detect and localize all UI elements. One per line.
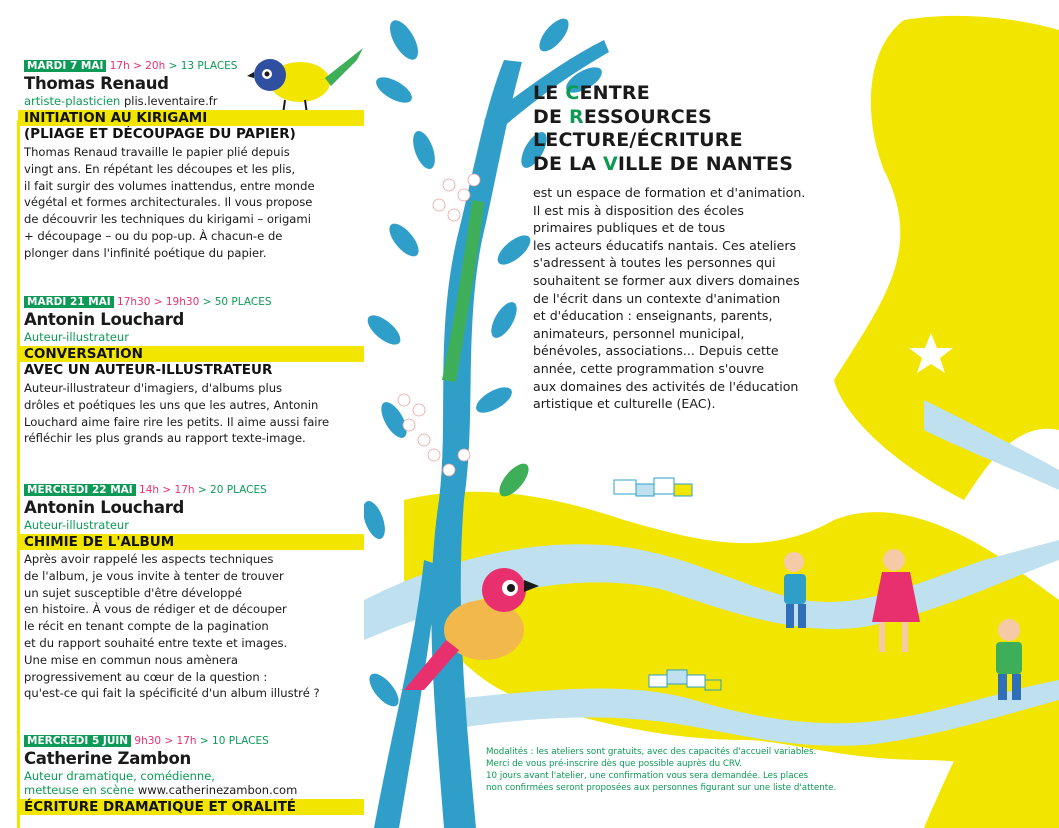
description-line: le récit en tenant compte de la pagination	[24, 619, 269, 634]
description-line: un sujet susceptible d'être développé	[24, 585, 243, 600]
event-subheading: AVEC UN AUTEUR-ILLUSTRATEUR	[24, 362, 273, 378]
title-part: LE	[533, 82, 566, 104]
event-1	[24, 59, 362, 262]
event-speaker: Catherine Zambon	[24, 749, 191, 768]
description-line: Auteur-illustrateur d'imagiers, d'albums plus	[24, 381, 283, 395]
event-places: > 20 PLACES	[194, 484, 267, 496]
intro-line: est un espace de formation et d'animation.	[533, 185, 806, 200]
description-line: de l'album, je vous invite à tenter de trouver	[24, 568, 284, 583]
event-date: MERCREDI 5 JUIN	[24, 735, 131, 747]
description-line: végétal et formes architecturales. Il vous propose	[24, 195, 313, 210]
description-line: qu'est-ce qui fait la spécificité d'un album illustré ?	[24, 686, 320, 701]
description-line: progressivement au cœur de la question :	[24, 669, 268, 684]
yellow-margin-bar	[17, 120, 20, 828]
event-role-line2	[24, 783, 362, 797]
description-line: il fait surgir des volumes inattendus, entre monde	[24, 178, 315, 193]
title-part: DE	[533, 105, 569, 128]
event-role-text: artiste-plasticien	[24, 94, 121, 108]
modalites-line: Modalités : les ateliers sont gratuits, avec des capacités d'accueil variables.	[486, 747, 817, 757]
description-line: drôles et poétiques les uns que les autres, Antonin	[24, 397, 319, 412]
event-date-row	[24, 295, 362, 310]
description-line: réfléchir les plus grands au rapport texte-image.	[24, 431, 306, 446]
intro-line: les acteurs éducatifs nantais. Ces ateliers	[533, 237, 797, 253]
intro-line: de l'écrit dans un contexte d'animation	[533, 290, 781, 306]
event-places: > 10 PLACES	[196, 735, 269, 747]
event-description	[24, 144, 362, 262]
event-role-text-2: metteuse en scène	[24, 783, 135, 797]
intro-line: aux domaines des activités de l'éducation	[533, 378, 799, 394]
intro-title	[533, 82, 833, 176]
event-role	[24, 330, 362, 344]
event-heading: CONVERSATION	[18, 346, 364, 362]
event-places: > 50 PLACES	[199, 296, 272, 308]
event-3	[24, 483, 362, 702]
intro-block	[533, 82, 833, 413]
event-role-text: Auteur-illustrateur	[24, 518, 129, 532]
event-date-row	[24, 59, 362, 74]
title-part: DE LA	[533, 152, 603, 175]
description-line: et du rapport souhaité entre texte et images.	[24, 635, 288, 650]
event-website[interactable]: plis.leventaire.fr	[123, 94, 218, 108]
title-part: ESSOURCES	[583, 105, 712, 128]
description-line: Une mise en commun nous amènera	[24, 652, 239, 667]
event-heading: CHIMIE DE L'ALBUM	[18, 534, 364, 550]
title-line-1	[533, 82, 833, 106]
title-part: LECTURE/ÉCRITURE	[533, 129, 743, 151]
intro-line: et d'éducation : enseignants, parents,	[533, 308, 773, 324]
description-line: Thomas Renaud travaille le papier plié depuis	[24, 145, 290, 159]
description-line: de découvrir les techniques du kirigami – origami	[24, 212, 311, 227]
title-line-4	[533, 153, 833, 177]
modalites-note	[486, 746, 886, 794]
intro-line: Il est mis à disposition des écoles	[533, 202, 744, 218]
event-time: 9h30 > 17h	[134, 735, 197, 747]
title-part: ENTRE	[579, 82, 650, 104]
event-speaker: Antonin Louchard	[24, 498, 185, 517]
event-2	[24, 295, 362, 447]
event-date: MARDI 7 MAI	[24, 60, 106, 72]
title-line-2	[533, 106, 833, 130]
event-date-row	[24, 483, 362, 498]
event-description	[24, 380, 362, 447]
event-speaker: Antonin Louchard	[24, 310, 185, 329]
event-role	[24, 769, 362, 797]
title-line-3	[533, 129, 833, 153]
event-heading: INITIATION AU KIRIGAMI	[18, 110, 364, 126]
intro-line: bénévoles, associations... Depuis cette	[533, 343, 779, 359]
event-date: MARDI 21 MAI	[24, 296, 114, 308]
intro-line: s'adressent à toutes les personnes qui	[533, 255, 776, 271]
intro-line: année, cette programmation s'ouvre	[533, 360, 765, 376]
event-time: 17h > 20h	[109, 60, 166, 72]
title-initial: R	[568, 105, 584, 128]
programme-column	[0, 0, 364, 828]
description-line: vingt ans. En répétant les découpes et les plis,	[24, 161, 296, 176]
modalites-line: Merci de vous pré-inscrire dès que possible auprès du CRV.	[486, 759, 743, 769]
event-website[interactable]: www.catherinezambon.com	[137, 783, 298, 797]
event-places: > 13 PLACES	[165, 60, 238, 72]
event-date: MERCREDI 22 MAI	[24, 484, 136, 496]
modalites-line: 10 jours avant l'atelier, une confirmation vous sera demandée. Les places	[486, 771, 809, 781]
event-role-text: Auteur dramatique, comédienne,	[24, 769, 215, 783]
description-line: + découpage – ou du pop-up. À chacun-e de	[24, 228, 283, 243]
event-subheading: (PLIAGE ET DÉCOUPAGE DU PAPIER)	[24, 126, 296, 142]
description-line: en histoire. À vous de rédiger et de découper	[24, 602, 287, 617]
event-4	[24, 734, 362, 815]
intro-body	[533, 184, 833, 413]
event-date-row	[24, 734, 362, 749]
intro-line: souhaitent se former aux divers domaines	[533, 272, 800, 288]
event-speaker: Thomas Renaud	[24, 74, 169, 93]
intro-line: artistique et culturelle (EAC).	[533, 396, 716, 412]
title-part: ILLE DE NANTES	[617, 152, 794, 175]
event-heading: ÉCRITURE DRAMATIQUE ET ORALITÉ	[18, 799, 364, 815]
title-initial: C	[565, 82, 580, 104]
intro-line: animateurs, personnel municipal,	[533, 325, 745, 341]
description-line: plonger dans l'infinité poétique du papier.	[24, 245, 267, 260]
event-description	[24, 551, 362, 702]
description-line: Louchard aime faire rire les petits. Il aime aussi faire	[24, 414, 330, 429]
title-initial: V	[603, 152, 618, 175]
description-line: Après avoir rappelé les aspects techniques	[24, 552, 274, 566]
event-role-text: Auteur-illustrateur	[24, 330, 129, 344]
event-time: 14h > 17h	[139, 484, 195, 496]
event-time: 17h30 > 19h30	[117, 296, 200, 308]
intro-line: primaires publiques et de tous	[533, 220, 726, 236]
modalites-line: non confirmées seront proposées aux personnes figurant sur une liste d'attente.	[486, 783, 837, 793]
event-role	[24, 94, 362, 108]
event-role	[24, 518, 362, 532]
